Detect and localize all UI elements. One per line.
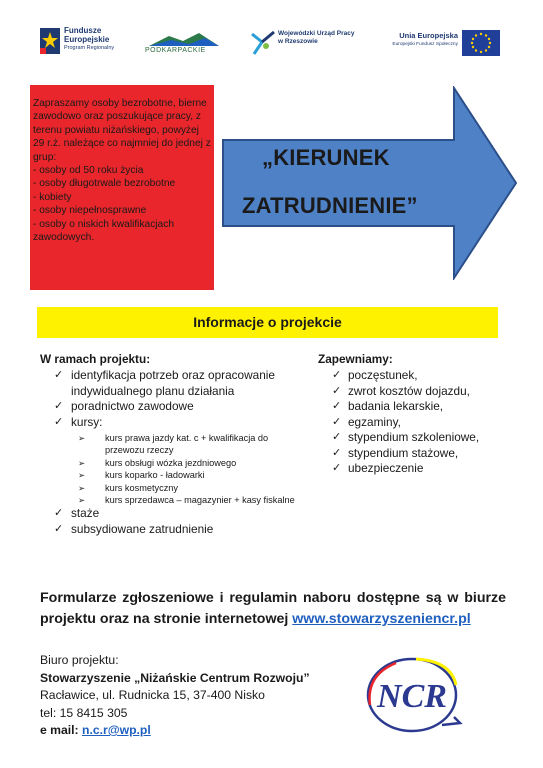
info-heading: Informacje o projekcie	[193, 314, 342, 330]
course-item	[40, 482, 300, 494]
mountains-icon	[149, 32, 219, 46]
checkmark-icon: ✓	[54, 400, 64, 412]
podkarpackie-logo	[145, 30, 225, 58]
course-text: kurs prawa jazdy kat. c + kwalifikacja do przewozu rzeczy	[105, 433, 269, 456]
list-item	[318, 415, 518, 431]
email-link[interactable]: n.c.r@wp.pl	[82, 723, 151, 737]
email-label: e mail:	[40, 723, 82, 737]
checkmark-icon: ✓	[332, 369, 342, 381]
benefits-section	[318, 352, 518, 477]
target-group-box	[30, 85, 214, 290]
course-item	[40, 469, 300, 481]
course-item	[40, 457, 300, 469]
list-item-text: identyfikacja potrzeb oraz opracowanie indywidualnego planu działania	[71, 368, 275, 398]
course-text: kurs sprzedawca – magazynier + kasy fiskalne	[105, 495, 295, 506]
phone: tel: 15 8415 305	[40, 705, 128, 720]
project-scope-heading: W ramach projektu:	[40, 352, 151, 366]
checkmark-icon: ✓	[54, 507, 64, 520]
website-link[interactable]: www.stowarzyszeniencr.pl	[292, 611, 471, 627]
eu-flag-icon	[462, 30, 500, 56]
office-label: Biuro projektu:	[40, 653, 119, 667]
target-group-item: - osoby długotrwale bezrobotne	[33, 178, 176, 190]
courses-list	[40, 432, 300, 506]
forms-text: Formularze zgłoszeniowe i regulamin naboru dostępne są w biurze projektu oraz na stronie internetowej	[40, 590, 506, 627]
list-item	[318, 430, 518, 446]
list-item-text: egzaminy,	[348, 414, 401, 429]
project-title-line2: ZATRUDNIENIE”	[242, 193, 418, 218]
project-scope-section	[40, 352, 300, 537]
target-group-item: - osoby o niskich kwalifikacjach zawodowych.	[33, 218, 174, 244]
wup-text: Wojewódzki Urząd Pracy w Rzeszowie	[278, 30, 355, 45]
target-group-item: - kobiety	[33, 191, 72, 203]
list-item-text: subsydiowane zatrudnienie	[71, 521, 214, 536]
fe-star-icon	[40, 28, 60, 54]
list-item	[40, 415, 300, 507]
fundusze-europejskie-logo	[40, 26, 140, 62]
list-item-text: staże	[71, 506, 100, 521]
list-item-text: badania lekarskie,	[348, 399, 444, 413]
list-item	[40, 368, 300, 399]
list-item-text: zwrot kosztów dojazdu,	[348, 383, 470, 398]
list-item-text: kursy:	[71, 414, 103, 429]
target-group-text	[33, 97, 213, 244]
checkmark-icon: ✓	[332, 462, 342, 474]
organization-name: Stowarzyszenie „Niżańskie Centrum Rozwoju”	[40, 670, 310, 685]
target-group-list	[33, 164, 213, 244]
arrow-bullet-icon: ➢	[78, 457, 86, 468]
checkmark-icon: ✓	[332, 415, 342, 428]
list-item	[40, 399, 300, 415]
list-item-text: stypendium szkoleniowe,	[348, 430, 480, 444]
course-text: kurs obsługi wózka jezdniowego	[105, 457, 237, 468]
checkmark-icon: ✓	[332, 400, 342, 412]
list-item	[318, 384, 518, 400]
ncr-letters: NCR	[377, 678, 447, 715]
list-item	[40, 506, 300, 522]
list-item-text: poradnictwo zawodowe	[71, 399, 194, 413]
checkmark-icon: ✓	[332, 384, 342, 397]
wup-bird-icon	[250, 28, 276, 56]
checkmark-icon: ✓	[54, 522, 64, 535]
list-item	[318, 461, 518, 477]
ncr-logo	[356, 655, 468, 735]
info-heading-bar	[37, 307, 498, 338]
list-item	[318, 368, 518, 384]
target-group-item: - osoby niepełnosprawne	[33, 205, 147, 217]
fe-title: Fundusze Europejskie	[64, 26, 110, 44]
unia-europejska-logo	[388, 28, 508, 58]
checkmark-icon: ✓	[332, 446, 342, 459]
arrow-bullet-icon: ➢	[78, 433, 86, 443]
project-title-line1: „KIERUNEK	[262, 145, 390, 170]
arrow-shape	[222, 86, 518, 280]
list-item-text: stypendium stażowe,	[348, 445, 459, 460]
fe-subtitle: Program Regionalny	[64, 45, 115, 51]
ue-title: Unia Europejska	[399, 31, 458, 40]
target-group-item: - osoby od 50 roku życia	[33, 165, 144, 177]
project-office-contact	[40, 652, 360, 740]
arrow-bullet-icon: ➢	[78, 470, 86, 481]
benefits-heading: Zapewniamy:	[318, 352, 393, 366]
benefits-list	[318, 368, 518, 477]
course-text: kurs koparko - ładowarki	[105, 470, 205, 481]
project-scope-list	[40, 368, 300, 537]
list-item	[318, 446, 518, 462]
forms-availability-note	[40, 588, 506, 630]
checkmark-icon: ✓	[54, 369, 64, 381]
arrow-bullet-icon: ➢	[78, 495, 86, 506]
list-item-text: poczęstunek,	[348, 368, 418, 382]
list-item	[318, 399, 518, 415]
checkmark-icon: ✓	[332, 431, 342, 443]
email-line	[40, 722, 360, 740]
address: Racławice, ul. Rudnicka 15, 37-400 Nisko	[40, 688, 265, 702]
checkmark-icon: ✓	[54, 415, 64, 428]
wup-logo	[250, 28, 380, 58]
list-item-text: ubezpieczenie	[348, 461, 424, 475]
podkarpackie-text: PODKARPACKIE	[145, 47, 206, 54]
list-item	[40, 522, 300, 538]
arrow-bullet-icon: ➢	[78, 482, 86, 493]
course-text: kurs kosmetyczny	[105, 482, 179, 493]
target-group-intro: Zapraszamy osoby bezrobotne, bierne zawodowo oraz poszukujące pracy, z terenu powiatu niżańskiego, powyżej 29 r.ż. należące co najmniej do jednej z grup:	[33, 98, 211, 163]
course-item	[40, 432, 300, 457]
ue-subtitle: Europejski Fundusz Społeczny	[392, 42, 458, 47]
course-item	[40, 494, 300, 506]
